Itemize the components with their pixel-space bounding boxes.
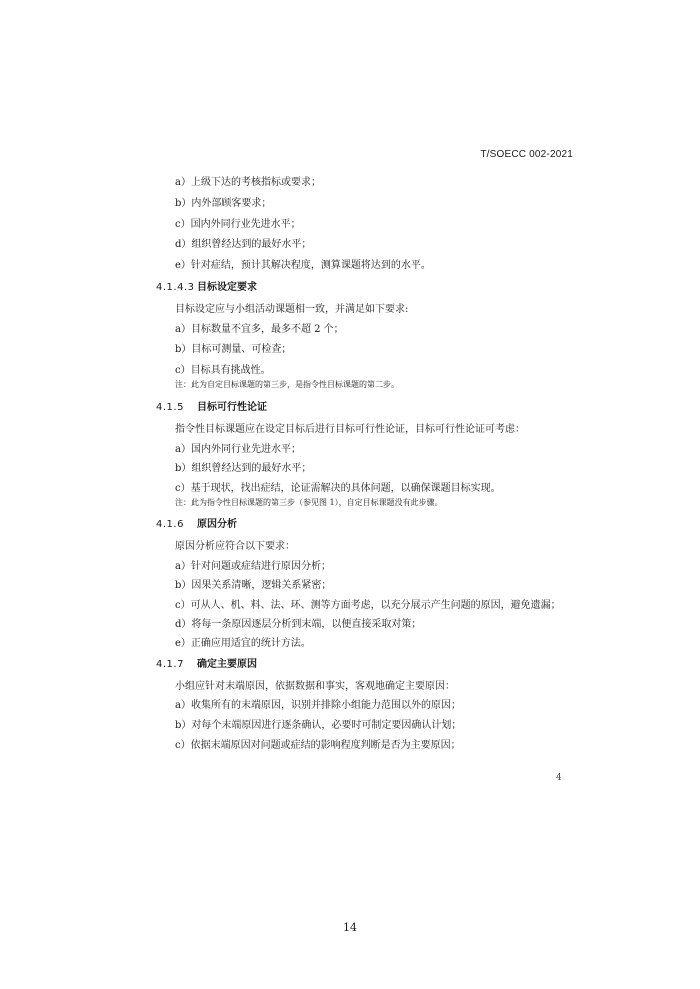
list-item: a）国内外同行业先进水平； (175, 444, 301, 455)
list-item: e）正确应用适宜的统计方法。 (175, 638, 311, 649)
list-item: a）针对问题或症结进行原因分析； (175, 561, 331, 572)
note: 注：此为自定目标课题的第三步，是指令性目标课题的第二步。 (175, 380, 399, 389)
section-heading (156, 659, 257, 671)
list-item: d）组织曾经达到的最好水平； (175, 239, 312, 250)
inner-page-number: 4 (556, 773, 562, 783)
list-item: c）依据末端原因对问题或症结的影响程度判断是否为主要原因； (175, 740, 461, 751)
paragraph: 原因分析应符合以下要求： (175, 541, 295, 552)
list-item: c）可从人、机、料、法、环、测等方面考虑，以充分展示产生问题的原因，避免遗漏； (175, 600, 561, 611)
list-item: b）因果关系清晰，逻辑关系紧密； (175, 580, 332, 591)
list-item: b）目标可测量、可检查； (175, 344, 292, 355)
list-item: c）国内外同行业先进水平； (175, 219, 301, 230)
section-title: 目标可行性论证 (197, 402, 267, 413)
paragraph: 指令性目标课题应在设定目标后进行目标可行性论证，目标可行性论证可考虑： (175, 424, 525, 435)
list-item: a）上级下达的考核指标或要求； (175, 177, 321, 188)
section-title: 原因分析 (197, 519, 237, 530)
note: 注：此为指令性目标课题的第三步（参见图 1），自定目标课题没有此步骤。 (175, 498, 443, 507)
list-item: c）目标具有挑战性。 (175, 365, 271, 376)
standard-code: T/SOECC 002-2021 (480, 149, 573, 160)
list-item: c）基于现状，找出症结，论证需解决的具体问题，以确保课题目标实现。 (175, 483, 501, 494)
list-item: a）目标数量不宜多，最多不超 2 个； (175, 324, 344, 335)
list-item: a）收集所有的末端原因，识别并排除小组能力范围以外的原因； (175, 700, 461, 711)
list-item: b）内外部顾客要求； (175, 198, 272, 209)
section-title: 目标设定要求 (197, 282, 257, 293)
section-title: 确定主要原因 (197, 659, 257, 670)
section-number: 4.1.5 (156, 402, 184, 413)
section-heading (156, 402, 267, 414)
page-number: 14 (343, 921, 357, 934)
section-heading (156, 282, 257, 294)
list-item: b）对每个末端原因进行逐条确认，必要时可制定要因确认计划； (175, 720, 462, 731)
list-item: e）针对症结，预计其解决程度，测算课题将达到的水平。 (175, 260, 431, 271)
section-number: 4.1.7 (156, 659, 184, 670)
section-heading (156, 519, 237, 531)
list-item: d）将每一条原因逐层分析到末端，以便直接采取对策； (175, 619, 422, 630)
list-item: b）组织曾经达到的最好水平； (175, 463, 312, 474)
section-number: 4.1.6 (156, 519, 184, 530)
paragraph: 目标设定应与小组活动课题相一致，并满足如下要求: (175, 304, 409, 315)
section-number: 4.1.4.3 (156, 282, 195, 293)
paragraph: 小组应针对末端原因，依据数据和事实，客观地确定主要原因： (175, 681, 455, 692)
